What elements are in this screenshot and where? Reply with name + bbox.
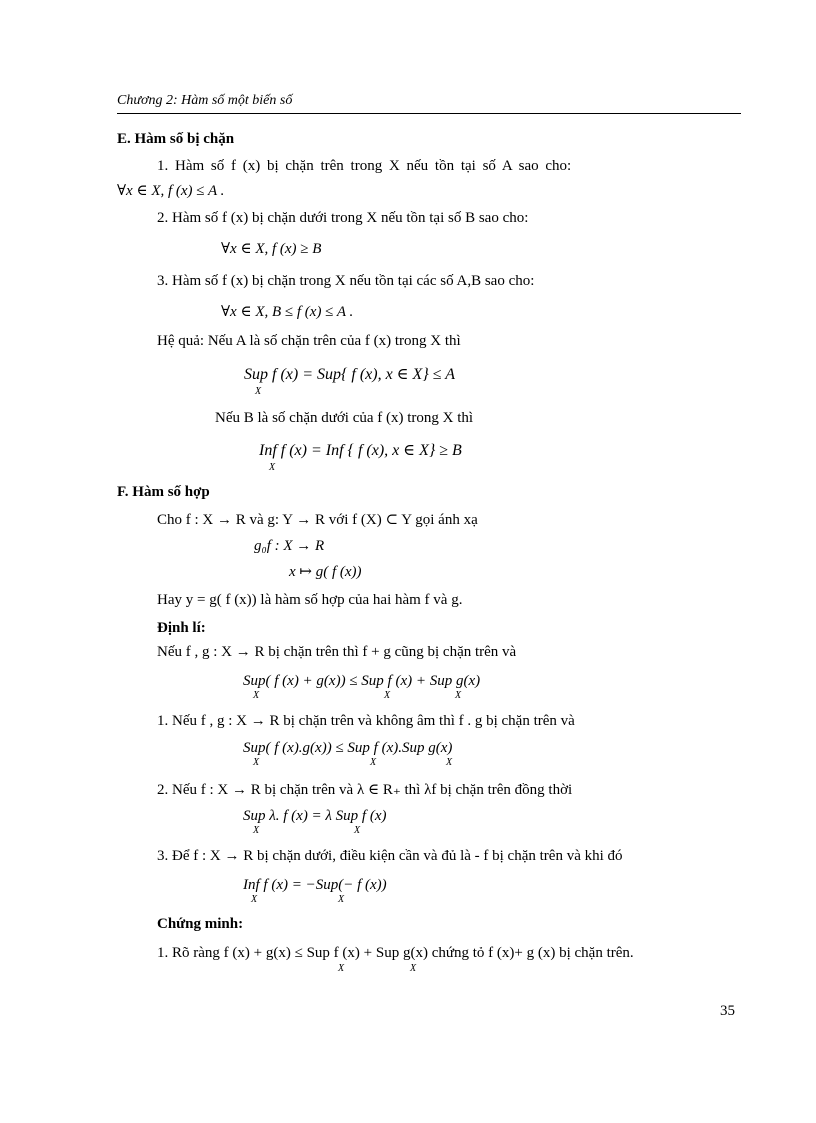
chapter-header: Chương 2: Hàm số một biến số: [117, 93, 293, 108]
corollary-subscript: X: [255, 386, 262, 397]
property2-text: 2. Nếu f : X → R bị chặn trên và λ ∈ R₊ thì λf bị chặn trên đồng thời: [157, 782, 573, 798]
section-e-heading: E. Hàm số bị chặn: [117, 131, 235, 147]
theorem-sub-3: X: [455, 690, 462, 701]
property1-text: 1. Nếu f , g : X → R bị chặn trên và không âm thì f . g bị chặn trên và: [157, 713, 575, 729]
theorem-text: Nếu f , g : X → R bị chặn trên thì f + g cũng bị chặn trên và: [157, 644, 517, 660]
theorem-sub-1: X: [253, 690, 260, 701]
item2-formula: ∀x ∈ X, f (x) ≥ B: [221, 241, 322, 257]
property3-formula: Inf f (x) = −Sup(− f (x)): [243, 877, 387, 893]
corollary2-text: Nếu B là số chặn dưới của f (x) trong X thì: [215, 410, 474, 426]
section-f-heading: F. Hàm số hợp: [117, 484, 210, 500]
property3-sub-1: X: [251, 894, 258, 905]
proof-label: Chứng minh:: [157, 916, 244, 932]
page-number: 35: [720, 1003, 735, 1019]
property1-sub-1: X: [253, 757, 260, 768]
corollary2-subscript: X: [269, 462, 276, 473]
property2-formula: Sup λ. f (x) = λ Sup f (x): [243, 808, 387, 824]
proof-sub-1: X: [338, 963, 345, 974]
header-rule: [117, 113, 741, 114]
property2-sub-2: X: [354, 825, 361, 836]
property3-text: 3. Để f : X → R bị chặn dưới, điều kiện cần và đủ là - f bị chặn trên và khi đó: [157, 848, 623, 864]
composition-map1: g₀f : X → R: [254, 538, 325, 554]
property1-sub-2: X: [370, 757, 377, 768]
item3-formula: ∀x ∈ X, B ≤ f (x) ≤ A .: [221, 304, 354, 320]
theorem-formula: Sup( f (x) + g(x)) ≤ Sup f (x) + Sup g(x): [243, 673, 481, 689]
property2-sub-1: X: [253, 825, 260, 836]
theorem-label: Định lí:: [157, 620, 206, 636]
theorem-sub-2: X: [384, 690, 391, 701]
item1-text: 1. Hàm số f (x) bị chặn trên trong X nếu tồn tại số A sao cho:: [157, 158, 572, 174]
property3-sub-2: X: [338, 894, 345, 905]
corollary-formula: Sup f (x) = Sup{ f (x), x ∈ X} ≤ A: [244, 366, 455, 383]
proof-sub-2: X: [410, 963, 417, 974]
property1-sub-3: X: [446, 757, 453, 768]
item1-formula: ∀x ∈ X, f (x) ≤ A .: [117, 183, 225, 199]
corollary-text: Hệ quả: Nếu A là số chặn trên của f (x) trong X thì: [157, 333, 461, 349]
item2-text: 2. Hàm số f (x) bị chặn dưới trong X nếu tồn tại số B sao cho:: [157, 210, 529, 226]
item3-text: 3. Hàm số f (x) bị chặn trong X nếu tồn tại các số A,B sao cho:: [157, 273, 535, 289]
composition-map2: x ↦ g( f (x)): [289, 564, 362, 580]
composition-conclusion: Hay y = g( f (x)) là hàm số hợp của hai hàm f và g.: [157, 592, 463, 608]
corollary2-formula: Inf f (x) = Inf { f (x), x ∈ X} ≥ B: [259, 442, 462, 459]
composition-intro: Cho f : X → R và g: Y → R với f (X) ⊂ Y gọi ánh xạ: [157, 512, 478, 528]
property1-formula: Sup( f (x).g(x)) ≤ Sup f (x).Sup g(x): [243, 740, 453, 756]
proof-text: 1. Rõ ràng f (x) + g(x) ≤ Sup f (x) + Sup g(x) chứng tỏ f (x)+ g (x) bị chặn trên.: [157, 945, 634, 961]
